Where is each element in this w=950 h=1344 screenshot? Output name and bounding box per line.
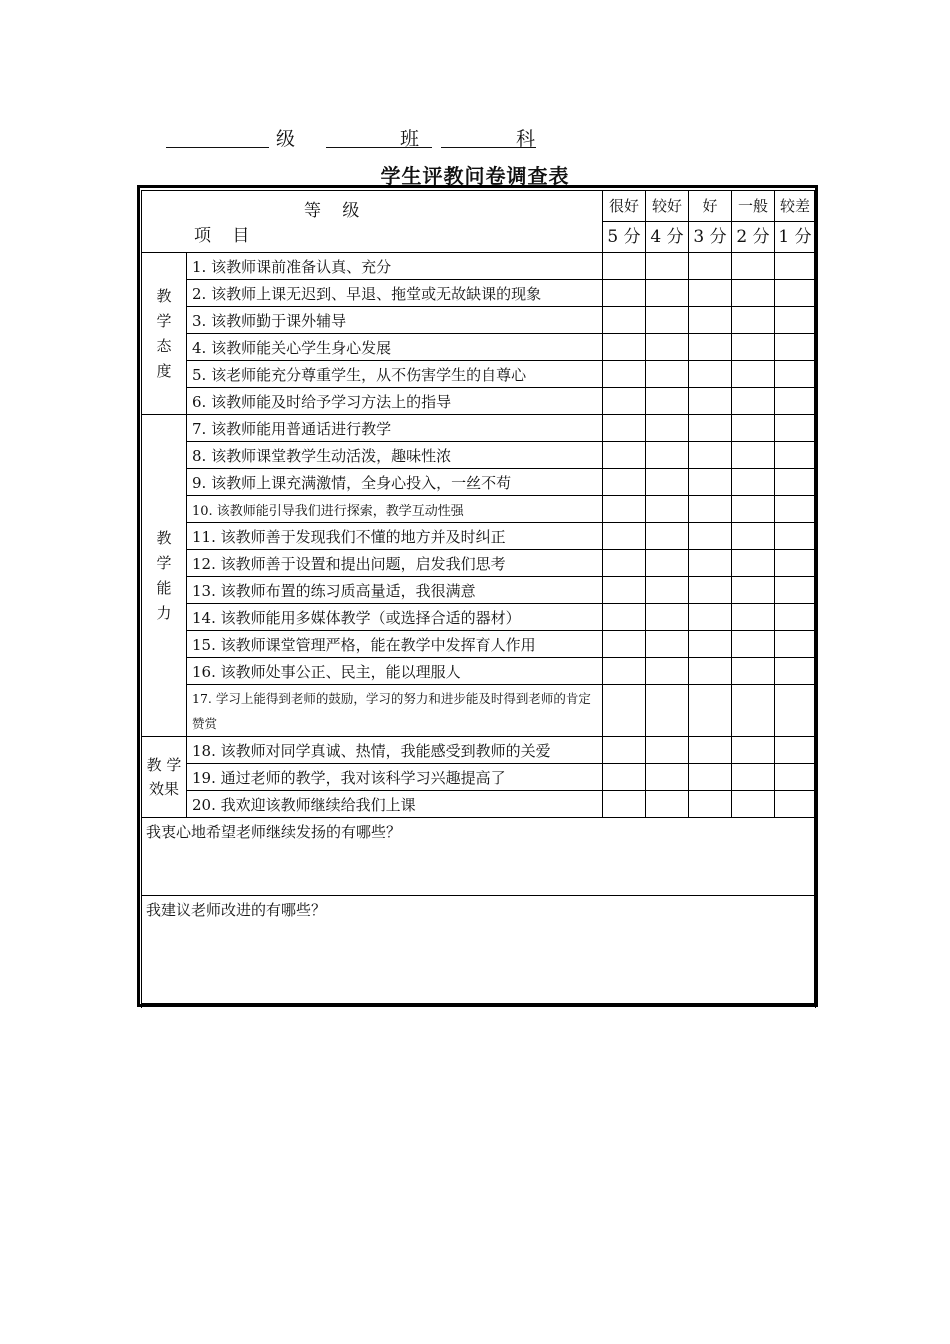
rating-cell[interactable] [689, 791, 732, 818]
rating-cell[interactable] [775, 469, 816, 496]
rating-cell[interactable] [603, 550, 646, 577]
survey-table [141, 190, 816, 1008]
table-row [142, 253, 816, 280]
rating-cell[interactable] [775, 388, 816, 415]
rating-cell[interactable] [603, 685, 646, 737]
rating-cell[interactable] [775, 791, 816, 818]
rating-cell[interactable] [775, 415, 816, 442]
table-row [142, 523, 816, 550]
rating-cell[interactable] [646, 685, 689, 737]
item-text: 1. 该教师课前准备认真、充分 [187, 253, 603, 280]
page-title: 学生评教问卷调查表 [380, 164, 570, 188]
rating-cell[interactable] [732, 604, 775, 631]
rating-cell[interactable] [689, 604, 732, 631]
rating-cell[interactable] [603, 388, 646, 415]
rating-cell[interactable] [775, 496, 816, 523]
item-text: 14. 该教师能用多媒体教学（或选择合适的器材） [187, 604, 603, 631]
item-text: 8. 该教师课堂教学生动活泼，趣味性浓 [187, 442, 603, 469]
table-row [142, 415, 816, 442]
item-text: 19. 通过老师的教学，我对该科学习兴趣提高了 [187, 764, 603, 791]
item-text: 6. 该教师能及时给予学习方法上的指导 [187, 388, 603, 415]
rating-cell[interactable] [775, 253, 816, 280]
item-text: 12. 该教师善于设置和提出问题，启发我们思考 [187, 550, 603, 577]
table-header-row [142, 191, 816, 253]
grade-blank[interactable] [166, 147, 269, 148]
rating-cell[interactable] [775, 658, 816, 685]
rating-cell[interactable] [689, 442, 732, 469]
table-row [142, 388, 816, 415]
subject-label: 科 [516, 128, 536, 150]
table-row [142, 658, 816, 685]
rating-cell[interactable] [646, 737, 689, 764]
item-text: 4. 该教师能关心学生身心发展 [187, 334, 603, 361]
continue-question[interactable]: 我衷心地希望老师继续发扬的有哪些？ [142, 818, 816, 896]
rating-cell[interactable] [775, 361, 816, 388]
rating-cell[interactable] [689, 388, 732, 415]
rating-cell[interactable] [646, 658, 689, 685]
rating-cell[interactable] [646, 577, 689, 604]
item-text: 16. 该教师处事公正、民主，能以理服人 [187, 658, 603, 685]
grade-poor: 较差 1 分 [775, 191, 816, 253]
rating-cell[interactable] [689, 631, 732, 658]
rating-cell[interactable] [646, 469, 689, 496]
rating-cell[interactable] [603, 280, 646, 307]
table-row [142, 764, 816, 791]
rating-cell[interactable] [775, 577, 816, 604]
rating-cell[interactable] [775, 737, 816, 764]
header-line [166, 124, 546, 150]
rating-cell[interactable] [775, 764, 816, 791]
rating-cell[interactable] [603, 791, 646, 818]
rating-cell[interactable] [732, 631, 775, 658]
rating-cell[interactable] [689, 280, 732, 307]
rating-cell[interactable] [646, 280, 689, 307]
rating-cell[interactable] [732, 658, 775, 685]
category-ability: 教 学 能 力 [142, 415, 187, 737]
rating-cell[interactable] [732, 442, 775, 469]
rating-cell[interactable] [732, 523, 775, 550]
rating-cell[interactable] [603, 307, 646, 334]
item-text: 18. 该教师对同学真诚、热情，我能感受到教师的关爱 [187, 737, 603, 764]
rating-cell[interactable] [732, 415, 775, 442]
table-row [142, 469, 816, 496]
rating-cell[interactable] [732, 737, 775, 764]
rating-cell[interactable] [689, 577, 732, 604]
rating-cell[interactable] [689, 496, 732, 523]
table-row [142, 631, 816, 658]
header-corner [142, 191, 603, 253]
rating-cell[interactable] [603, 415, 646, 442]
rating-cell[interactable] [775, 523, 816, 550]
rating-cell[interactable] [775, 442, 816, 469]
item-text: 20. 我欢迎该教师继续给我们上课 [187, 791, 603, 818]
item-text: 17. 学习上能得到老师的鼓励，学习的努力和进步能及时得到老师的肯定赞赏 [187, 685, 603, 737]
rating-cell[interactable] [775, 685, 816, 737]
rating-cell[interactable] [775, 280, 816, 307]
grade-good-plus: 较好 4 分 [646, 191, 689, 253]
rating-cell[interactable] [603, 334, 646, 361]
item-text: 13. 该教师布置的练习质高量适，我很满意 [187, 577, 603, 604]
rating-cell[interactable] [775, 334, 816, 361]
rating-cell[interactable] [646, 523, 689, 550]
rating-cell[interactable] [603, 496, 646, 523]
table-row [142, 685, 816, 737]
table-row [142, 577, 816, 604]
table-row [142, 307, 816, 334]
rating-cell[interactable] [689, 334, 732, 361]
category-effect: 教 学 效果 [142, 737, 187, 818]
item-text: 10. 该教师能引导我们进行探索，教学互动性强 [187, 496, 603, 523]
rating-cell[interactable] [732, 685, 775, 737]
rating-cell[interactable] [732, 361, 775, 388]
rating-cell[interactable] [689, 658, 732, 685]
item-text: 15. 该教师课堂管理严格，能在教学中发挥育人作用 [187, 631, 603, 658]
item-text: 5. 该老师能充分尊重学生，从不伤害学生的自尊心 [187, 361, 603, 388]
grade-label: 级 [276, 128, 296, 150]
rating-cell[interactable] [603, 658, 646, 685]
item-text: 9. 该教师上课充满激情，全身心投入，一丝不苟 [187, 469, 603, 496]
rating-cell[interactable] [646, 415, 689, 442]
comment-row-continue [142, 818, 816, 896]
rating-cell[interactable] [603, 631, 646, 658]
rating-cell[interactable] [646, 442, 689, 469]
improve-question[interactable]: 我建议老师改进的有哪些？ [142, 896, 816, 1008]
table-row [142, 604, 816, 631]
rating-label: 等 级 [304, 201, 368, 221]
rating-cell[interactable] [646, 550, 689, 577]
item-text: 3. 该教师勤于课外辅导 [187, 307, 603, 334]
item-text: 7. 该教师能用普通话进行教学 [187, 415, 603, 442]
rating-cell[interactable] [689, 307, 732, 334]
rating-cell[interactable] [775, 604, 816, 631]
grade-average: 一般 2 分 [732, 191, 775, 253]
table-row [142, 737, 816, 764]
rating-cell[interactable] [732, 550, 775, 577]
rating-cell[interactable] [646, 764, 689, 791]
rating-cell[interactable] [732, 280, 775, 307]
table-row [142, 334, 816, 361]
class-label: 班 [400, 128, 420, 150]
grade-good: 好 3 分 [689, 191, 732, 253]
table-row [142, 550, 816, 577]
rating-cell[interactable] [646, 631, 689, 658]
rating-cell[interactable] [732, 469, 775, 496]
rating-cell[interactable] [732, 334, 775, 361]
rating-cell[interactable] [732, 791, 775, 818]
rating-cell[interactable] [689, 361, 732, 388]
rating-cell[interactable] [689, 523, 732, 550]
rating-cell[interactable] [603, 737, 646, 764]
table-row [142, 791, 816, 818]
rating-cell[interactable] [732, 496, 775, 523]
rating-cell[interactable] [689, 737, 732, 764]
rating-cell[interactable] [646, 253, 689, 280]
rating-cell[interactable] [689, 550, 732, 577]
grade-very-good: 很好 5 分 [603, 191, 646, 253]
table-row [142, 280, 816, 307]
rating-cell[interactable] [603, 253, 646, 280]
rating-cell[interactable] [775, 550, 816, 577]
rating-cell[interactable] [689, 764, 732, 791]
rating-cell[interactable] [603, 523, 646, 550]
comment-row-improve [142, 896, 816, 1008]
item-text: 11. 该教师善于发现我们不懂的地方并及时纠正 [187, 523, 603, 550]
rating-cell[interactable] [775, 307, 816, 334]
rating-cell[interactable] [689, 469, 732, 496]
rating-cell[interactable] [646, 791, 689, 818]
item-text: 2. 该教师上课无迟到、早退、拖堂或无故缺课的现象 [187, 280, 603, 307]
rating-cell[interactable] [689, 415, 732, 442]
rating-cell[interactable] [646, 334, 689, 361]
rating-cell[interactable] [646, 388, 689, 415]
table-row [142, 361, 816, 388]
rating-cell[interactable] [646, 604, 689, 631]
rating-cell[interactable] [603, 442, 646, 469]
rating-cell[interactable] [775, 631, 816, 658]
rating-cell[interactable] [689, 253, 732, 280]
rating-cell[interactable] [689, 685, 732, 737]
rating-cell[interactable] [646, 307, 689, 334]
rating-cell[interactable] [603, 764, 646, 791]
rating-cell[interactable] [732, 307, 775, 334]
rating-cell[interactable] [732, 388, 775, 415]
rating-cell[interactable] [646, 361, 689, 388]
table-row [142, 442, 816, 469]
rating-cell[interactable] [603, 469, 646, 496]
rating-cell[interactable] [603, 577, 646, 604]
item-label: 项 目 [194, 226, 258, 246]
table-row [142, 496, 816, 523]
rating-cell[interactable] [603, 361, 646, 388]
rating-cell[interactable] [646, 496, 689, 523]
rating-cell[interactable] [603, 604, 646, 631]
rating-cell[interactable] [732, 764, 775, 791]
category-attitude: 教 学 态 度 [142, 253, 187, 415]
rating-cell[interactable] [732, 577, 775, 604]
rating-cell[interactable] [732, 253, 775, 280]
